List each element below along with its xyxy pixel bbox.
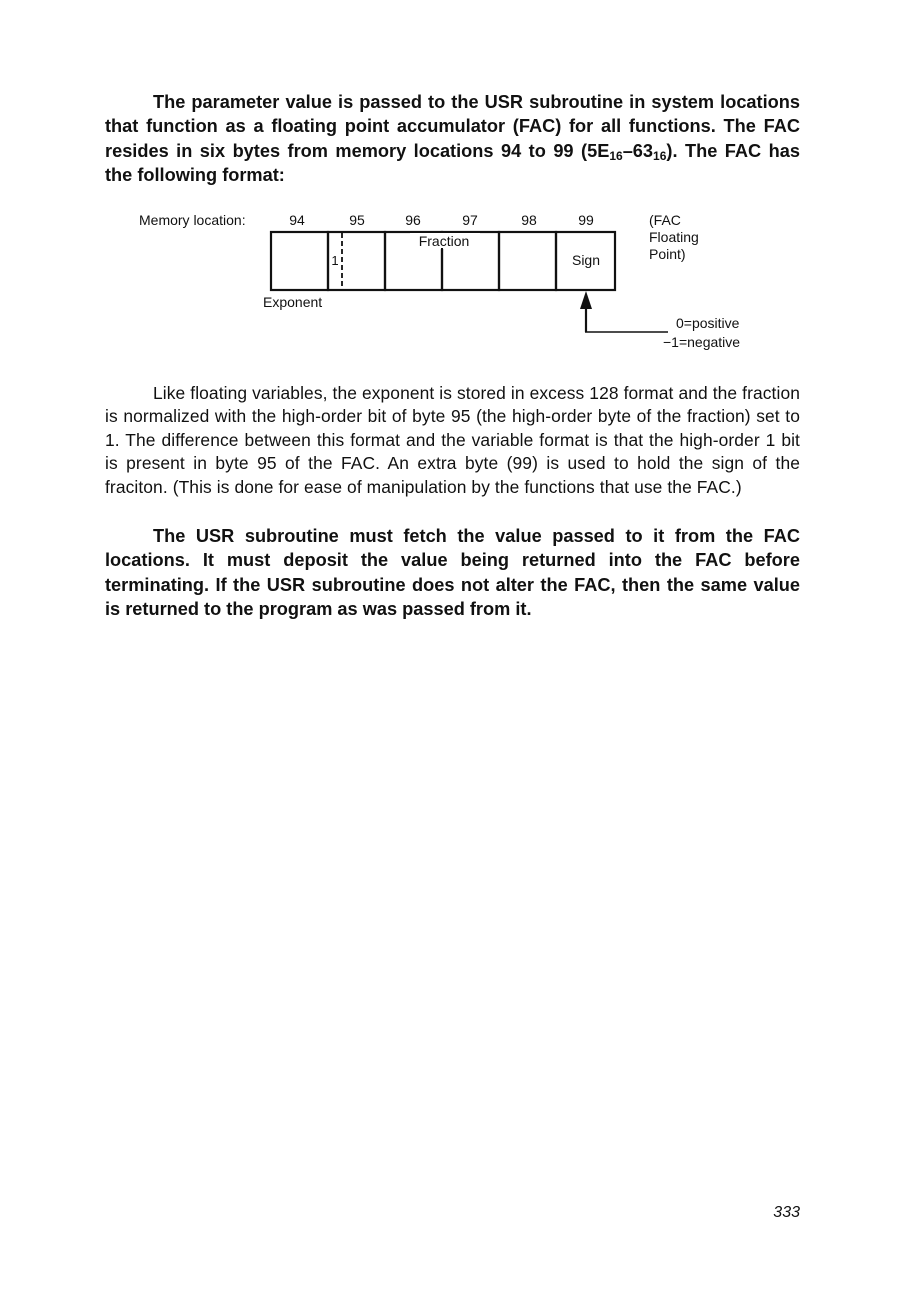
intro-subscript-2: 16 [653, 148, 667, 163]
high-order-bit-label: 1 [331, 253, 339, 268]
intro-text-3: ). The FAC has the following format: [105, 140, 800, 186]
byte-98-box [499, 232, 556, 290]
body-paragraph-text: Like floating variables, the exponent is stored in excess 128 format and the fraction is normalized with the high-order bit of byte 95 (the high-order byte of the fraction) set to 1. The difference between this format and the variable format is that the high-order 1 bit is present in byte 95 of the FAC. An extra byte (99) is used to hold the sign of the fraciton. (This is done for ease of manipulation by the functions that use the FAC.) [105, 383, 800, 497]
location-97: 97 [462, 212, 478, 228]
fac-format-diagram [0, 200, 907, 370]
intro-text-2: –63 [622, 140, 654, 161]
location-98: 98 [521, 212, 537, 228]
location-96: 96 [405, 212, 421, 228]
fac-note-line-1: (FAC [649, 212, 681, 228]
closing-paragraph [105, 524, 800, 622]
exponent-label: Exponent [263, 294, 323, 310]
sign-positive-label: 0=positive [676, 315, 740, 331]
location-99: 99 [578, 212, 594, 228]
sign-label: Sign [571, 252, 601, 268]
fac-note-line-2: Floating [649, 229, 699, 245]
page-number: 333 [773, 1204, 800, 1221]
intro-text-1: The parameter value is passed to the USR subroutine in system locations that function as a floating point accumulator (FAC) for all functions. The FAC resides in six bytes from memory locations 94 to 99 (5E [105, 92, 800, 161]
location-95: 95 [349, 212, 365, 228]
fac-note-line-3: Point) [649, 246, 686, 262]
memory-location-label: Memory location: [139, 212, 246, 228]
closing-paragraph-text: The USR subroutine must fetch the value passed to it from the FAC locations. It must deposit the value being returned into the FAC before terminating. If the USR subroutine does not alter the FAC, then the same value is returned to the program as was passed from it. [105, 526, 800, 620]
intro-subscript-1: 16 [609, 148, 623, 163]
byte-94-box [271, 232, 328, 290]
location-94: 94 [289, 212, 305, 228]
body-paragraph [105, 382, 800, 499]
intro-paragraph [105, 90, 800, 188]
sign-negative-label: −1=negative [663, 334, 741, 350]
fraction-label: Fraction [418, 233, 470, 249]
